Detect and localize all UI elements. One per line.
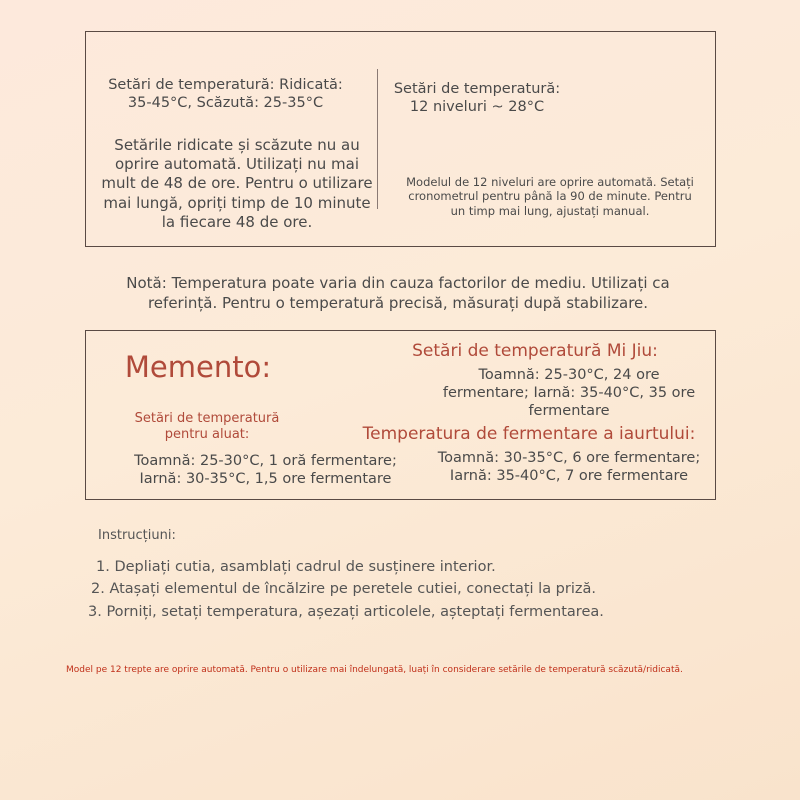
- dough-settings-header: Setări de temperatură pentru aluat:: [134, 411, 280, 443]
- memento-title: Memento:: [124, 350, 272, 384]
- instructions-title: Instrucțiuni:: [98, 528, 176, 543]
- high-low-settings-header: Setări de temperatură: Ridicată: 35-45°C, Scăzută: 25-35°C: [108, 77, 343, 112]
- yogurt-settings-header: Temperatura de fermentare a iaurtului:: [362, 424, 696, 444]
- twelve-level-header: Setări de temperatură: 12 niveluri ~ 28°C: [393, 81, 561, 116]
- yogurt-settings-body: Toamnă: 30-35°C, 6 ore fermentare; Iarnă: 35-40°C, 7 ore fermentare: [437, 450, 701, 485]
- mijiu-settings-body: Toamnă: 25-30°C, 24 ore fermentare; Iarnă: 35-40°C, 35 ore fermentare: [442, 367, 696, 420]
- twelve-level-body: Modelul de 12 niveluri are oprire automată. Setați cronometrul pentru până la 90 de minute. Pentru un timp mai lung, ajustați manual.: [406, 175, 694, 218]
- instruction-step-1: 1. Depliați cutia, asamblați cadrul de susținere interior.: [96, 559, 496, 575]
- footer-note: Model pe 12 trepte are oprire automată. Pentru o utilizare mai îndelungată, luați în considerare setările de temperatură scăzută/ridicată.: [66, 665, 683, 675]
- panel-divider: [377, 69, 378, 209]
- instruction-step-2: 2. Atașați elementul de încălzire pe peretele cutiei, conectați la priză.: [91, 581, 596, 597]
- instruction-step-3: 3. Porniți, setați temperatura, așezați articolele, așteptați fermentarea.: [88, 604, 604, 620]
- mijiu-settings-header: Setări de temperatură Mi Jiu:: [412, 341, 658, 361]
- high-low-settings-body: Setările ridicate și scăzute nu au oprire automată. Utilizați nu mai mult de 48 de ore. Pentru o utilizare mai lungă, opriți timp de 10 minute la fiecare 48 de ore.: [101, 136, 373, 231]
- note-text: Notă: Temperatura poate varia din cauza factorilor de mediu. Utilizați ca referință. Pentru o temperatură precisă, măsurați după stabilizare.: [126, 274, 670, 312]
- dough-settings-body: Toamnă: 25-30°C, 1 oră fermentare; Iarnă: 30-35°C, 1,5 ore fermentare: [134, 453, 397, 488]
